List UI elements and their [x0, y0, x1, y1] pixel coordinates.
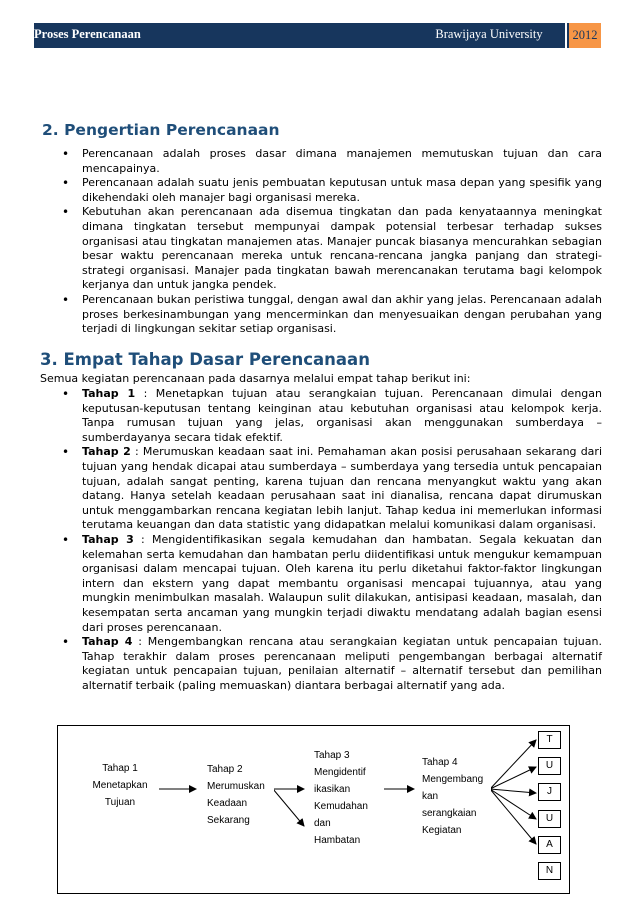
step-1-line: Menetapkan: [92, 780, 148, 791]
step-4-line: kan: [422, 791, 439, 802]
goal-letter: N: [538, 862, 561, 880]
header-divider: [565, 23, 567, 48]
list-item: • Perencanaan adalah proses dasar dimana manajemen memutuskan tujuan dan cara mencapainya.: [58, 147, 602, 176]
goal-letter: U: [538, 810, 561, 828]
step-3-line: Mengidentif: [314, 767, 366, 778]
arrow-4-U1: [490, 767, 536, 789]
section-3-list: [58, 387, 602, 693]
arrow-4-A: [490, 789, 536, 844]
step-3-line: dan: [314, 818, 331, 829]
step-1-line: Tahap 1: [102, 763, 138, 774]
step-label: Tahap 2: [82, 445, 131, 459]
step-label: Tahap 1: [82, 387, 136, 400]
step-1-box: [81, 759, 159, 823]
list-item: [58, 635, 602, 693]
section-2-list: [58, 147, 602, 337]
step-4-line: Mengembang: [422, 774, 484, 785]
arrow-2-3b: [273, 789, 304, 826]
section-3-title: 3. Empat Tahap Dasar Perencanaan: [40, 350, 370, 369]
planning-flow-diagram: [57, 725, 570, 894]
step-3-line: ikasikan: [314, 784, 351, 795]
list-item: [58, 387, 602, 445]
goal-letter: J: [538, 783, 561, 801]
step-text: : Menetapkan tujuan atau serangkaian tujuan. Perencanaan dimulai dengan keputusan-keputusan tentang keinginan atau kebutuhan organisasi atau kelompok kerja. Tanpa rumusan tujuan yang jelas, organisasi akan menggunakan sumberdaya – sumberdayanya secara tidak efektif.: [82, 387, 602, 444]
list-item: • Perencanaan bukan peristiwa tunggal, dengan awal dan akhir yang jelas. Perencanaan adalah proses berkesinambungan yang mencerminkan dan menyesuaikan dengan perubahan yang terjadi di lingkungan sekitar setiap organisasi.: [58, 293, 602, 337]
section-2-title: 2. Pengertian Perencanaan: [42, 121, 280, 139]
header-title: Proses Perencanaan: [34, 27, 141, 41]
step-2-line: Keadaan: [207, 798, 248, 809]
header-university: Brawijaya University: [435, 27, 543, 41]
step-3-box: [306, 746, 384, 854]
step-2-line: Sekarang: [207, 815, 250, 826]
step-3-line: Tahap 3: [314, 750, 350, 761]
list-item: • Perencanaan adalah suatu jenis pembuatan keputusan untuk masa depan yang spesifik yang dikehendaki oleh manajer bagi organisasi mereka.: [58, 176, 602, 205]
step-text: : Mengidentifikasikan segala kemudahan dan hambatan. Segala kekuatan dan kelemahan serta kemudahan dan hambatan perlu diidentifikasi untuk mengukur kemampuan organisasi dalam mencapai tujuan. Oleh karena itu perlu diketahui faktor-faktor lingkungan intern dan ekstern yang dapat membantu organisasi mencapai tujuannya, atau yang mungkin menimbulkan masalah. Walaupun sulit dilakukan, antisipasi keadaan, masalah, dan kesempatan serta ancaman yang mungkin terjadi diwaktu mendatang adalah bagian esensi dari proses perencanaan.: [82, 532, 603, 634]
step-label: Tahap 3: [82, 532, 134, 546]
list-item: • Kebutuhan akan perencanaan ada disemua tingkatan dan pada kenyataannya meningkat dimana tingkatan tersebut mempunyai dampak potensial terbesar terhadap sukses organisasi atau tingkatan manajemen atas. Manajer puncak biasanya mencurahkan sebagian besar waktu perencanaan mereka untuk rencana-rencana jangka panjang dan strategi-strategi organisasi. Manajer pada tingkatan bawah merencanakan terutama bagi kelompok kerjanya dan untuk jangka pendek.: [58, 205, 602, 293]
step-4-line: Tahap 4: [422, 757, 458, 768]
goal-letter: U: [538, 757, 561, 775]
list-item: [58, 445, 602, 533]
section-3-intro: Semua kegiatan perencanaan pada dasarnya melalui empat tahap berikut ini:: [40, 372, 471, 385]
step-4-box: [415, 753, 491, 845]
arrow-4-T: [490, 740, 536, 789]
step-3-line: Kemudahan: [314, 801, 368, 812]
step-label: Tahap 4: [82, 635, 133, 649]
goal-letter: A: [538, 836, 561, 854]
step-4-line: serangkaian: [422, 808, 477, 819]
header-year: 2012: [569, 23, 601, 48]
step-2-line: Tahap 2: [207, 764, 243, 775]
step-text: : Merumuskan keadaan saat ini. Pemahaman akan posisi perusahaan sekarang dari tujuan yang hendak dicapai atau sumberdaya – sumberdaya yang tersedia untuk pencapaian tujuan, adalah sangat penting, karena tujuan dan rencana menyangkut waktu yang akan datang. Hanya setelah keadaan perusahaan saat ini dianalisa, rencana dapat dirumuskan untuk menggambarkan rencana kegiatan lebih lanjut. Tahap kedua ini memerlukan informasi terutama keuangan dan data statistic yang didapatkan melalui komunikasi dalam organisasi.: [82, 445, 602, 532]
list-item: [58, 533, 602, 635]
step-text: : Mengembangkan rencana atau serangkaian kegiatan untuk pencapaian tujuan. Tahap terakhir dalam proses perencanaan meliputi pengembangan berbagai alternatif kegiatan untuk pencapaian tujuan, penilaian alternatif – alternatif tersebut dan pemilihan alternatif terbaik (paling memuaskan) diantara berbagai alternatif yang ada.: [82, 635, 602, 692]
step-2-box: [198, 760, 274, 836]
step-1-line: Tujuan: [104, 797, 136, 808]
page-header: [34, 23, 601, 48]
step-2-line: Merumuskan: [207, 781, 265, 792]
step-3-line: Hambatan: [314, 835, 361, 846]
goal-letter: T: [538, 731, 561, 749]
arrow-4-J: [490, 789, 536, 793]
step-4-line: Kegiatan: [422, 825, 462, 836]
arrow-4-U2: [490, 789, 536, 819]
